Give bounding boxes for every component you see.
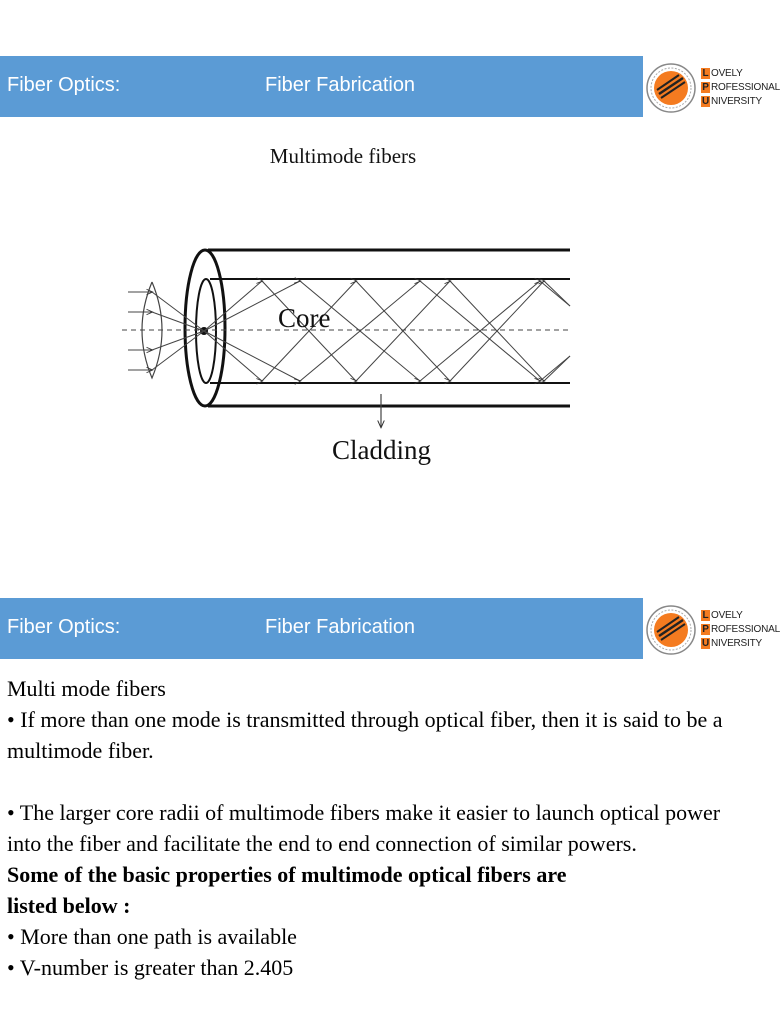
bullet-item: • V-number is greater than 2.405: [7, 955, 294, 980]
header-subject: Fiber Fabrication: [265, 74, 416, 96]
body-paragraph-2: • The larger core radii of multimode fibers make it easier to launch optical power into the fiber and facilitate the end to end connection of similar powers.: [7, 800, 721, 856]
properties-intro: Some of the basic properties of multimode optical fibers are listed below :: [7, 862, 567, 918]
body-paragraph-1: • If more than one mode is transmitted through optical fiber, then it is said to be a multimode fiber.: [7, 707, 723, 763]
slide-body: [7, 673, 747, 983]
slide-header: [0, 598, 643, 659]
body-heading: Multi mode fibers: [7, 676, 166, 701]
header-topic: Fiber Optics:: [7, 616, 121, 638]
logo-wordmark: L OVELY P ROFESSIONAL U NIVERSITY: [701, 610, 780, 649]
bullet-item: • More than one path is available: [7, 924, 297, 949]
figure-title: Multimode fibers: [269, 144, 417, 168]
header-subject: Fiber Fabrication: [265, 616, 416, 638]
logo-wordmark: L OVELY P ROFESSIONAL U NIVERSITY: [701, 68, 780, 107]
slide-2: [0, 595, 780, 1024]
lpu-logo: [645, 598, 780, 660]
core-label: Core: [278, 303, 331, 333]
university-seal-icon: [645, 604, 697, 656]
header-topic: Fiber Optics:: [7, 74, 121, 96]
cladding-label: Cladding: [332, 435, 431, 465]
